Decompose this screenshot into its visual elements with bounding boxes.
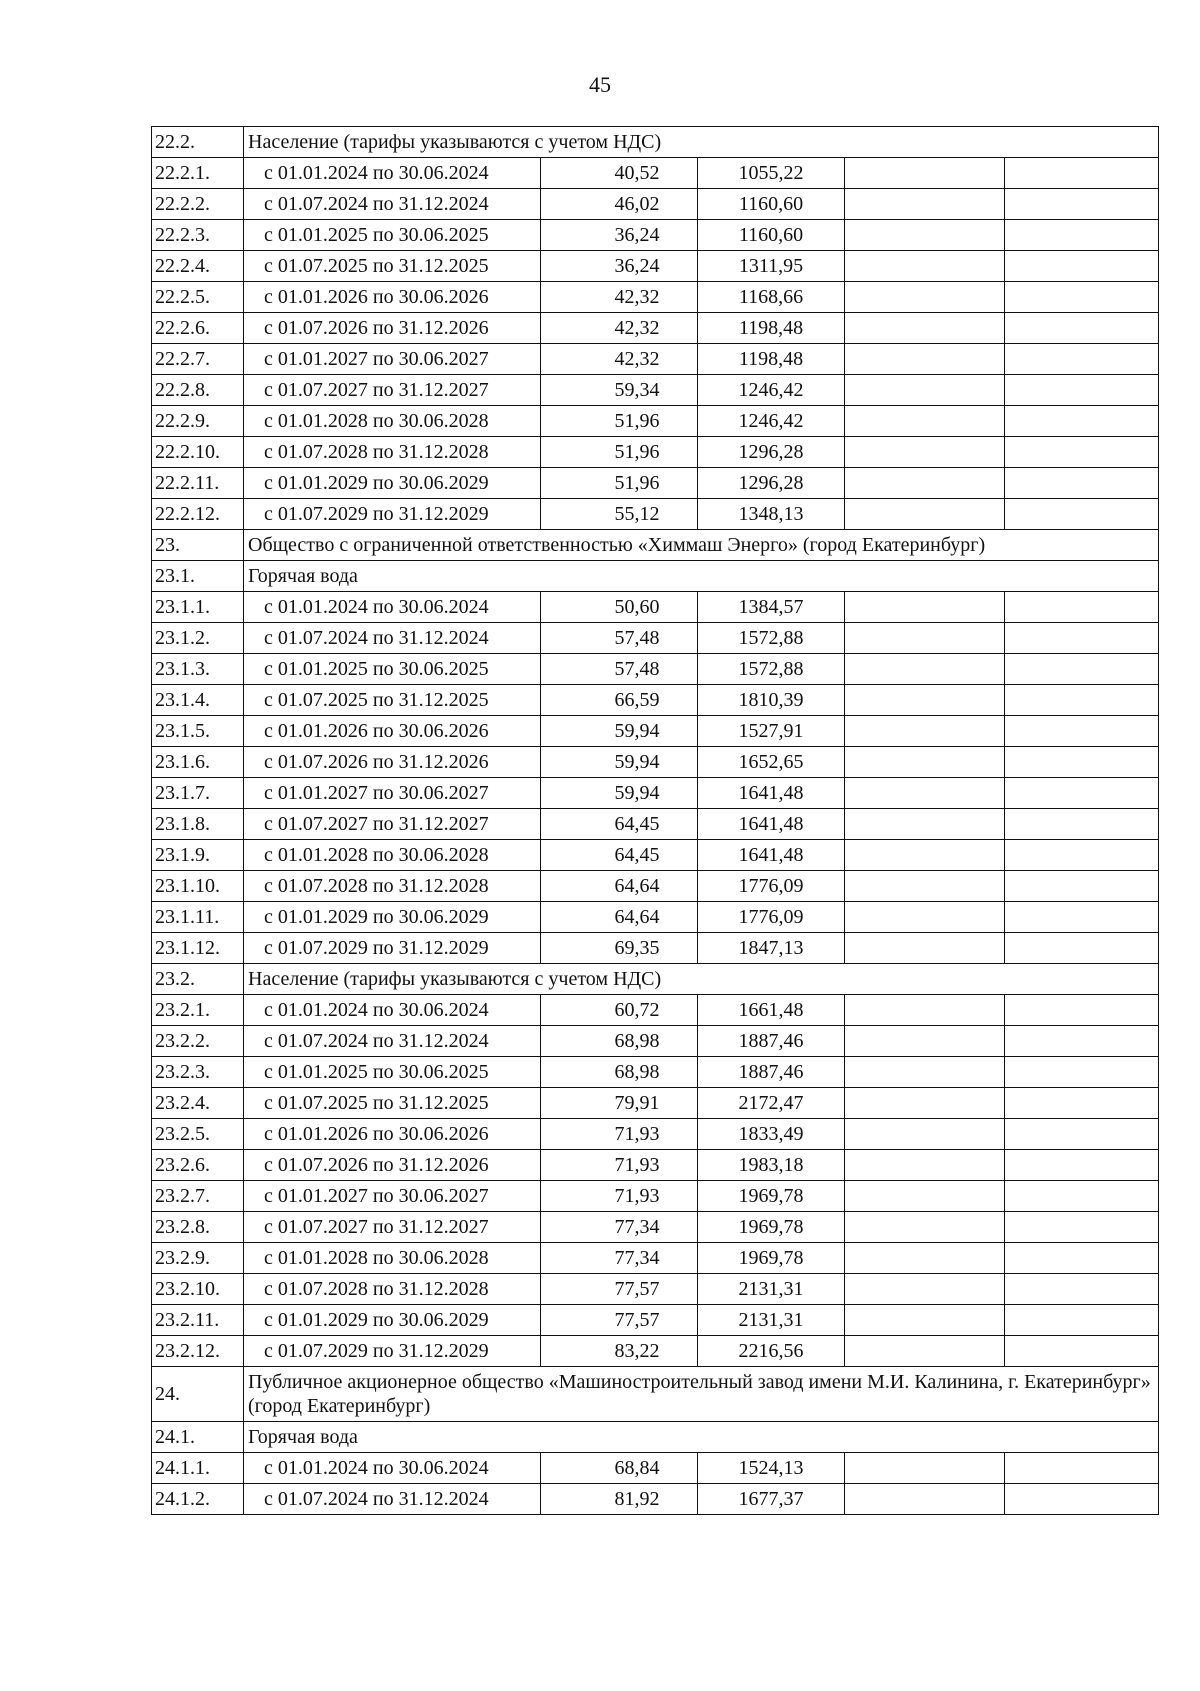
empty-cell-1 xyxy=(845,1484,1005,1515)
value-cell-2: 2131,31 xyxy=(698,1305,845,1336)
period-cell: с 01.01.2026 по 30.06.2026 xyxy=(244,716,541,747)
empty-cell-2 xyxy=(1005,1212,1159,1243)
row-number: 23. xyxy=(152,530,244,561)
value-cell-2: 1641,48 xyxy=(698,809,845,840)
row-number: 23.2.3. xyxy=(152,1057,244,1088)
table-row xyxy=(152,1243,1159,1274)
empty-cell-1 xyxy=(845,1305,1005,1336)
table-row xyxy=(152,716,1159,747)
value-cell-2: 1983,18 xyxy=(698,1150,845,1181)
row-number: 23.2.4. xyxy=(152,1088,244,1119)
row-number: 22.2. xyxy=(152,127,244,158)
period-cell: с 01.07.2026 по 31.12.2026 xyxy=(244,1150,541,1181)
row-number: 23.1.10. xyxy=(152,871,244,902)
row-number: 23.2.5. xyxy=(152,1119,244,1150)
empty-cell-2 xyxy=(1005,592,1159,623)
value-cell-2: 1246,42 xyxy=(698,406,845,437)
value-cell-1: 50,60 xyxy=(541,592,698,623)
table-row xyxy=(152,871,1159,902)
empty-cell-2 xyxy=(1005,1305,1159,1336)
table-row xyxy=(152,375,1159,406)
row-number: 23.2.8. xyxy=(152,1212,244,1243)
period-cell: с 01.01.2028 по 30.06.2028 xyxy=(244,1243,541,1274)
period-cell: с 01.07.2024 по 31.12.2024 xyxy=(244,1026,541,1057)
row-number: 23.2.12. xyxy=(152,1336,244,1367)
value-cell-1: 59,94 xyxy=(541,716,698,747)
period-cell: с 01.01.2029 по 30.06.2029 xyxy=(244,902,541,933)
value-cell-1: 42,32 xyxy=(541,282,698,313)
table-row xyxy=(152,189,1159,220)
period-cell: с 01.01.2029 по 30.06.2029 xyxy=(244,468,541,499)
value-cell-2: 1168,66 xyxy=(698,282,845,313)
empty-cell-2 xyxy=(1005,1274,1159,1305)
period-cell: с 01.01.2024 по 30.06.2024 xyxy=(244,158,541,189)
value-cell-2: 1677,37 xyxy=(698,1484,845,1515)
row-number: 22.2.7. xyxy=(152,344,244,375)
empty-cell-2 xyxy=(1005,158,1159,189)
row-number: 23.1.9. xyxy=(152,840,244,871)
row-number: 22.2.12. xyxy=(152,499,244,530)
value-cell-1: 55,12 xyxy=(541,499,698,530)
empty-cell-2 xyxy=(1005,716,1159,747)
row-number: 22.2.1. xyxy=(152,158,244,189)
empty-cell-1 xyxy=(845,1057,1005,1088)
row-number: 23.2. xyxy=(152,964,244,995)
value-cell-2: 2172,47 xyxy=(698,1088,845,1119)
section-title: Общество с ограниченной ответственностью «Химмаш Энерго» (город Екатеринбург) xyxy=(244,530,1159,561)
value-cell-2: 1055,22 xyxy=(698,158,845,189)
row-number: 24.1.2. xyxy=(152,1484,244,1515)
empty-cell-1 xyxy=(845,933,1005,964)
value-cell-2: 1296,28 xyxy=(698,437,845,468)
period-cell: с 01.07.2026 по 31.12.2026 xyxy=(244,313,541,344)
empty-cell-1 xyxy=(845,499,1005,530)
value-cell-2: 2131,31 xyxy=(698,1274,845,1305)
empty-cell-2 xyxy=(1005,251,1159,282)
empty-cell-2 xyxy=(1005,1181,1159,1212)
row-number: 23.1.7. xyxy=(152,778,244,809)
row-number: 23.1.11. xyxy=(152,902,244,933)
section-title: Население (тарифы указываются с учетом НДС) xyxy=(244,127,1159,158)
value-cell-2: 1969,78 xyxy=(698,1181,845,1212)
value-cell-1: 77,34 xyxy=(541,1212,698,1243)
empty-cell-1 xyxy=(845,158,1005,189)
value-cell-2: 1348,13 xyxy=(698,499,845,530)
empty-cell-2 xyxy=(1005,1484,1159,1515)
empty-cell-2 xyxy=(1005,1243,1159,1274)
row-number: 23.2.7. xyxy=(152,1181,244,1212)
value-cell-2: 1776,09 xyxy=(698,902,845,933)
empty-cell-1 xyxy=(845,1181,1005,1212)
value-cell-2: 1810,39 xyxy=(698,685,845,716)
empty-cell-2 xyxy=(1005,1453,1159,1484)
value-cell-1: 68,98 xyxy=(541,1026,698,1057)
empty-cell-1 xyxy=(845,1212,1005,1243)
empty-cell-2 xyxy=(1005,1336,1159,1367)
value-cell-1: 51,96 xyxy=(541,437,698,468)
table-row xyxy=(152,282,1159,313)
empty-cell-1 xyxy=(845,1150,1005,1181)
table-row xyxy=(152,499,1159,530)
row-number: 23.1.12. xyxy=(152,933,244,964)
value-cell-1: 57,48 xyxy=(541,654,698,685)
row-number: 22.2.6. xyxy=(152,313,244,344)
value-cell-1: 59,94 xyxy=(541,747,698,778)
table-row xyxy=(152,654,1159,685)
table-row xyxy=(152,220,1159,251)
value-cell-2: 1641,48 xyxy=(698,840,845,871)
value-cell-2: 1527,91 xyxy=(698,716,845,747)
empty-cell-1 xyxy=(845,1274,1005,1305)
value-cell-1: 81,92 xyxy=(541,1484,698,1515)
empty-cell-2 xyxy=(1005,902,1159,933)
value-cell-2: 1572,88 xyxy=(698,654,845,685)
value-cell-2: 1847,13 xyxy=(698,933,845,964)
row-number: 22.2.3. xyxy=(152,220,244,251)
period-cell: с 01.01.2027 по 30.06.2027 xyxy=(244,1181,541,1212)
row-number: 22.2.10. xyxy=(152,437,244,468)
value-cell-1: 77,34 xyxy=(541,1243,698,1274)
row-number: 23.2.2. xyxy=(152,1026,244,1057)
empty-cell-2 xyxy=(1005,747,1159,778)
row-number: 22.2.8. xyxy=(152,375,244,406)
empty-cell-2 xyxy=(1005,1150,1159,1181)
empty-cell-2 xyxy=(1005,654,1159,685)
row-number: 23.2.9. xyxy=(152,1243,244,1274)
period-cell: с 01.01.2027 по 30.06.2027 xyxy=(244,344,541,375)
table-row xyxy=(152,1150,1159,1181)
table-row xyxy=(152,778,1159,809)
empty-cell-1 xyxy=(845,251,1005,282)
table-row xyxy=(152,158,1159,189)
tariff-table-body xyxy=(152,127,1159,1515)
table-row xyxy=(152,747,1159,778)
empty-cell-2 xyxy=(1005,1026,1159,1057)
table-row xyxy=(152,1453,1159,1484)
value-cell-1: 40,52 xyxy=(541,158,698,189)
row-number: 23.2.1. xyxy=(152,995,244,1026)
table-row xyxy=(152,685,1159,716)
value-cell-2: 1296,28 xyxy=(698,468,845,499)
value-cell-2: 1652,65 xyxy=(698,747,845,778)
period-cell: с 01.01.2024 по 30.06.2024 xyxy=(244,592,541,623)
value-cell-1: 68,98 xyxy=(541,1057,698,1088)
period-cell: с 01.07.2029 по 31.12.2029 xyxy=(244,1336,541,1367)
value-cell-1: 77,57 xyxy=(541,1274,698,1305)
value-cell-2: 1572,88 xyxy=(698,623,845,654)
period-cell: с 01.07.2029 по 31.12.2029 xyxy=(244,499,541,530)
period-cell: с 01.01.2027 по 30.06.2027 xyxy=(244,778,541,809)
table-row xyxy=(152,1057,1159,1088)
empty-cell-1 xyxy=(845,871,1005,902)
empty-cell-1 xyxy=(845,685,1005,716)
empty-cell-1 xyxy=(845,437,1005,468)
empty-cell-2 xyxy=(1005,809,1159,840)
period-cell: с 01.01.2026 по 30.06.2026 xyxy=(244,282,541,313)
row-number: 24. xyxy=(152,1367,244,1422)
value-cell-2: 1198,48 xyxy=(698,313,845,344)
empty-cell-2 xyxy=(1005,1057,1159,1088)
value-cell-1: 68,84 xyxy=(541,1453,698,1484)
row-number: 23.1.4. xyxy=(152,685,244,716)
empty-cell-1 xyxy=(845,1243,1005,1274)
value-cell-2: 1311,95 xyxy=(698,251,845,282)
period-cell: с 01.01.2025 по 30.06.2025 xyxy=(244,654,541,685)
period-cell: с 01.07.2028 по 31.12.2028 xyxy=(244,871,541,902)
empty-cell-1 xyxy=(845,747,1005,778)
section-title: Горячая вода xyxy=(244,561,1159,592)
section-row xyxy=(152,561,1159,592)
section-row xyxy=(152,964,1159,995)
row-number: 22.2.9. xyxy=(152,406,244,437)
value-cell-2: 2216,56 xyxy=(698,1336,845,1367)
empty-cell-1 xyxy=(845,313,1005,344)
value-cell-2: 1384,57 xyxy=(698,592,845,623)
period-cell: с 01.07.2025 по 31.12.2025 xyxy=(244,1088,541,1119)
row-number: 23.1. xyxy=(152,561,244,592)
table-row xyxy=(152,1088,1159,1119)
row-number: 22.2.2. xyxy=(152,189,244,220)
value-cell-2: 1969,78 xyxy=(698,1212,845,1243)
row-number: 24.1.1. xyxy=(152,1453,244,1484)
table-row xyxy=(152,1119,1159,1150)
empty-cell-1 xyxy=(845,406,1005,437)
empty-cell-1 xyxy=(845,778,1005,809)
period-cell: с 01.01.2026 по 30.06.2026 xyxy=(244,1119,541,1150)
table-row xyxy=(152,995,1159,1026)
period-cell: с 01.07.2027 по 31.12.2027 xyxy=(244,375,541,406)
value-cell-2: 1198,48 xyxy=(698,344,845,375)
section-row xyxy=(152,1367,1159,1422)
row-number: 22.2.4. xyxy=(152,251,244,282)
value-cell-1: 36,24 xyxy=(541,220,698,251)
value-cell-1: 42,32 xyxy=(541,313,698,344)
empty-cell-1 xyxy=(845,809,1005,840)
value-cell-1: 64,45 xyxy=(541,809,698,840)
empty-cell-2 xyxy=(1005,933,1159,964)
empty-cell-1 xyxy=(845,375,1005,406)
section-row xyxy=(152,127,1159,158)
empty-cell-1 xyxy=(845,468,1005,499)
table-row xyxy=(152,1274,1159,1305)
value-cell-1: 64,64 xyxy=(541,902,698,933)
table-row xyxy=(152,1181,1159,1212)
value-cell-1: 79,91 xyxy=(541,1088,698,1119)
table-row xyxy=(152,437,1159,468)
table-row xyxy=(152,809,1159,840)
empty-cell-2 xyxy=(1005,189,1159,220)
empty-cell-1 xyxy=(845,1336,1005,1367)
table-row xyxy=(152,1336,1159,1367)
table-row xyxy=(152,933,1159,964)
value-cell-1: 42,32 xyxy=(541,344,698,375)
empty-cell-1 xyxy=(845,189,1005,220)
table-row xyxy=(152,1026,1159,1057)
value-cell-1: 59,94 xyxy=(541,778,698,809)
period-cell: с 01.07.2027 по 31.12.2027 xyxy=(244,809,541,840)
value-cell-2: 1661,48 xyxy=(698,995,845,1026)
empty-cell-1 xyxy=(845,1119,1005,1150)
table-row xyxy=(152,251,1159,282)
value-cell-2: 1887,46 xyxy=(698,1057,845,1088)
value-cell-1: 71,93 xyxy=(541,1181,698,1212)
row-number: 23.2.6. xyxy=(152,1150,244,1181)
empty-cell-2 xyxy=(1005,437,1159,468)
row-number: 22.2.11. xyxy=(152,468,244,499)
empty-cell-1 xyxy=(845,1026,1005,1057)
empty-cell-2 xyxy=(1005,778,1159,809)
value-cell-1: 51,96 xyxy=(541,406,698,437)
section-title: Публичное акционерное общество «Машиностроительный завод имени М.И. Калинина, г. Екатеринбург» (город Екатеринбург) xyxy=(244,1367,1159,1422)
empty-cell-2 xyxy=(1005,995,1159,1026)
value-cell-1: 69,35 xyxy=(541,933,698,964)
empty-cell-2 xyxy=(1005,375,1159,406)
empty-cell-1 xyxy=(845,840,1005,871)
empty-cell-1 xyxy=(845,654,1005,685)
period-cell: с 01.07.2024 по 31.12.2024 xyxy=(244,1484,541,1515)
table-row xyxy=(152,344,1159,375)
empty-cell-2 xyxy=(1005,406,1159,437)
empty-cell-2 xyxy=(1005,499,1159,530)
value-cell-1: 71,93 xyxy=(541,1119,698,1150)
empty-cell-1 xyxy=(845,344,1005,375)
period-cell: с 01.07.2027 по 31.12.2027 xyxy=(244,1212,541,1243)
period-cell: с 01.07.2028 по 31.12.2028 xyxy=(244,1274,541,1305)
value-cell-1: 57,48 xyxy=(541,623,698,654)
page-number: 45 xyxy=(589,72,611,97)
empty-cell-1 xyxy=(845,902,1005,933)
row-number: 23.1.8. xyxy=(152,809,244,840)
empty-cell-2 xyxy=(1005,282,1159,313)
period-cell: с 01.07.2025 по 31.12.2025 xyxy=(244,251,541,282)
section-row xyxy=(152,1422,1159,1453)
row-number: 23.1.6. xyxy=(152,747,244,778)
value-cell-1: 60,72 xyxy=(541,995,698,1026)
row-number: 23.1.2. xyxy=(152,623,244,654)
row-number: 22.2.5. xyxy=(152,282,244,313)
value-cell-2: 1524,13 xyxy=(698,1453,845,1484)
tariff-table xyxy=(151,126,1159,1515)
value-cell-1: 71,93 xyxy=(541,1150,698,1181)
period-cell: с 01.01.2029 по 30.06.2029 xyxy=(244,1305,541,1336)
row-number: 23.1.3. xyxy=(152,654,244,685)
empty-cell-1 xyxy=(845,716,1005,747)
empty-cell-1 xyxy=(845,592,1005,623)
empty-cell-1 xyxy=(845,1453,1005,1484)
row-number: 23.1.5. xyxy=(152,716,244,747)
value-cell-2: 1246,42 xyxy=(698,375,845,406)
table-row xyxy=(152,623,1159,654)
empty-cell-1 xyxy=(845,220,1005,251)
value-cell-1: 51,96 xyxy=(541,468,698,499)
value-cell-1: 36,24 xyxy=(541,251,698,282)
table-row xyxy=(152,1305,1159,1336)
value-cell-2: 1160,60 xyxy=(698,189,845,220)
table-row xyxy=(152,406,1159,437)
empty-cell-1 xyxy=(845,623,1005,654)
row-number: 23.2.11. xyxy=(152,1305,244,1336)
empty-cell-2 xyxy=(1005,623,1159,654)
value-cell-2: 1776,09 xyxy=(698,871,845,902)
period-cell: с 01.07.2025 по 31.12.2025 xyxy=(244,685,541,716)
table-row xyxy=(152,1484,1159,1515)
empty-cell-2 xyxy=(1005,871,1159,902)
value-cell-2: 1969,78 xyxy=(698,1243,845,1274)
table-row xyxy=(152,313,1159,344)
empty-cell-2 xyxy=(1005,468,1159,499)
period-cell: с 01.07.2029 по 31.12.2029 xyxy=(244,933,541,964)
empty-cell-1 xyxy=(845,1088,1005,1119)
period-cell: с 01.07.2028 по 31.12.2028 xyxy=(244,437,541,468)
value-cell-1: 59,34 xyxy=(541,375,698,406)
empty-cell-1 xyxy=(845,995,1005,1026)
period-cell: с 01.01.2025 по 30.06.2025 xyxy=(244,1057,541,1088)
empty-cell-1 xyxy=(845,282,1005,313)
empty-cell-2 xyxy=(1005,1088,1159,1119)
period-cell: с 01.01.2025 по 30.06.2025 xyxy=(244,220,541,251)
value-cell-1: 46,02 xyxy=(541,189,698,220)
value-cell-1: 64,45 xyxy=(541,840,698,871)
row-number: 23.1.1. xyxy=(152,592,244,623)
value-cell-2: 1887,46 xyxy=(698,1026,845,1057)
table-row xyxy=(152,902,1159,933)
value-cell-1: 83,22 xyxy=(541,1336,698,1367)
table-row xyxy=(152,468,1159,499)
period-cell: с 01.07.2026 по 31.12.2026 xyxy=(244,747,541,778)
empty-cell-2 xyxy=(1005,220,1159,251)
period-cell: с 01.01.2028 по 30.06.2028 xyxy=(244,840,541,871)
empty-cell-2 xyxy=(1005,1119,1159,1150)
value-cell-2: 1833,49 xyxy=(698,1119,845,1150)
value-cell-1: 66,59 xyxy=(541,685,698,716)
value-cell-1: 64,64 xyxy=(541,871,698,902)
table-row xyxy=(152,840,1159,871)
value-cell-2: 1160,60 xyxy=(698,220,845,251)
empty-cell-2 xyxy=(1005,685,1159,716)
section-title: Горячая вода xyxy=(244,1422,1159,1453)
empty-cell-2 xyxy=(1005,313,1159,344)
row-number: 23.2.10. xyxy=(152,1274,244,1305)
period-cell: с 01.01.2024 по 30.06.2024 xyxy=(244,995,541,1026)
row-number: 24.1. xyxy=(152,1422,244,1453)
empty-cell-2 xyxy=(1005,840,1159,871)
period-cell: с 01.01.2024 по 30.06.2024 xyxy=(244,1453,541,1484)
value-cell-1: 77,57 xyxy=(541,1305,698,1336)
period-cell: с 01.01.2028 по 30.06.2028 xyxy=(244,406,541,437)
section-row xyxy=(152,530,1159,561)
empty-cell-2 xyxy=(1005,344,1159,375)
section-title: Население (тарифы указываются с учетом НДС) xyxy=(244,964,1159,995)
value-cell-2: 1641,48 xyxy=(698,778,845,809)
period-cell: с 01.07.2024 по 31.12.2024 xyxy=(244,189,541,220)
period-cell: с 01.07.2024 по 31.12.2024 xyxy=(244,623,541,654)
table-row xyxy=(152,1212,1159,1243)
table-row xyxy=(152,592,1159,623)
